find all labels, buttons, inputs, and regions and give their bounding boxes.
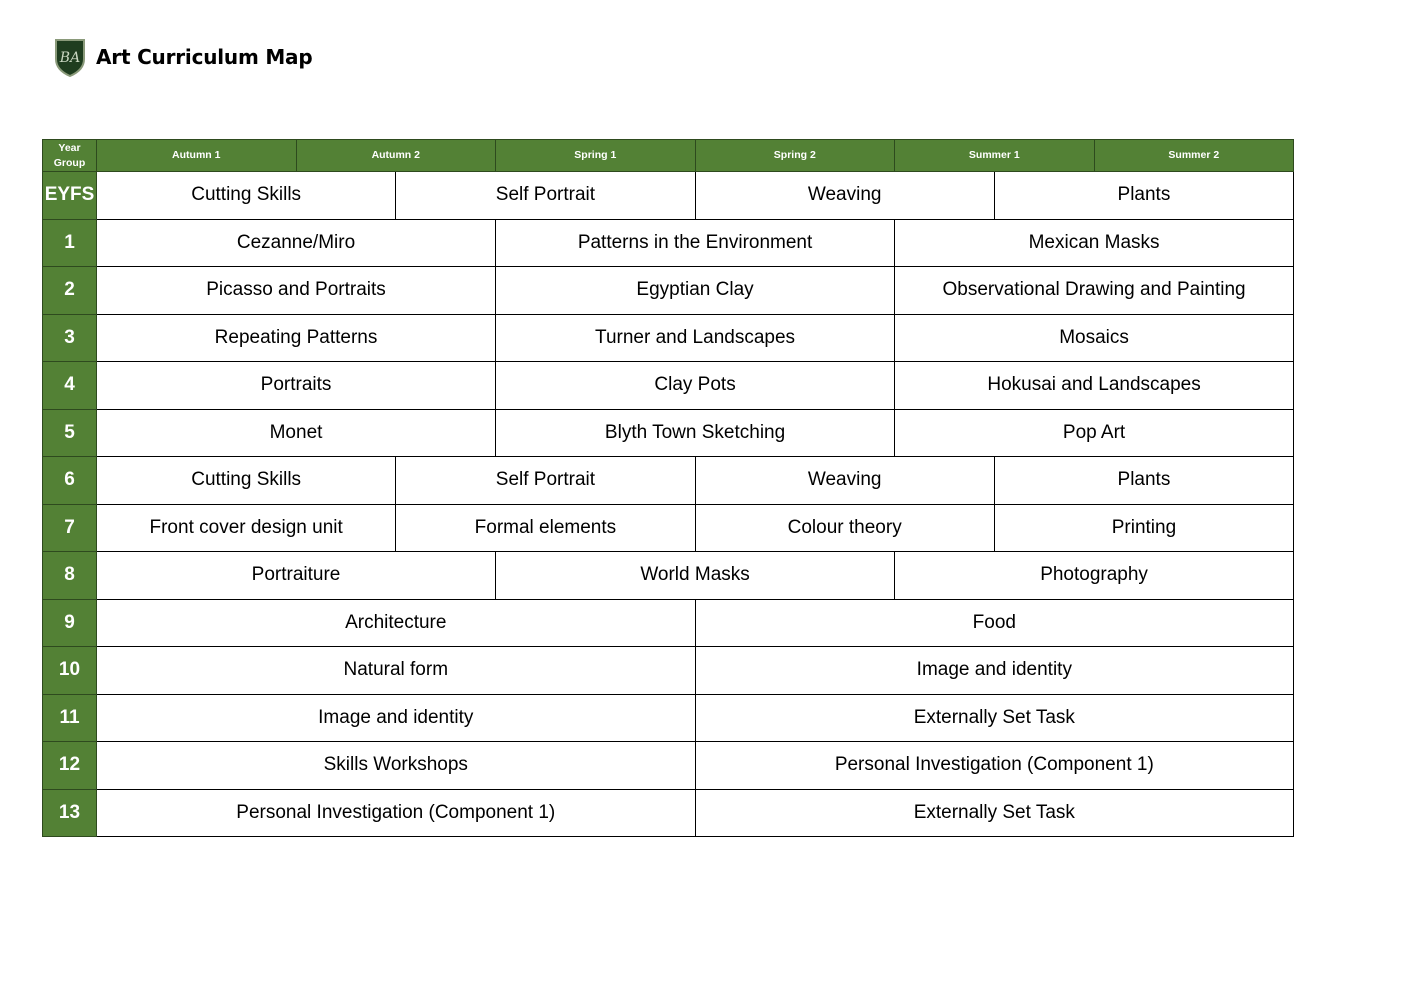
- table-row: [43, 314, 1294, 362]
- year-group-cell: 8: [43, 552, 97, 600]
- topic-cell: Formal elements: [396, 504, 695, 552]
- year-group-cell: 13: [43, 789, 97, 837]
- topic-cell: Egyptian Clay: [496, 267, 895, 315]
- year-group-cell: 4: [43, 362, 97, 410]
- table-row: [43, 504, 1294, 552]
- term-header-spring-2: Spring 2: [695, 140, 895, 172]
- term-header-row: [43, 140, 1294, 172]
- curriculum-table: [42, 139, 1294, 837]
- topic-cell: Picasso and Portraits: [97, 267, 496, 315]
- topic-cell: Monet: [97, 409, 496, 457]
- topic-cell: Turner and Landscapes: [496, 314, 895, 362]
- table-row: [43, 219, 1294, 267]
- topic-cell: Self Portrait: [396, 172, 695, 220]
- school-crest-shield-icon: [54, 37, 86, 77]
- table-row: [43, 647, 1294, 695]
- table-row: [43, 362, 1294, 410]
- year-group-cell: 3: [43, 314, 97, 362]
- topic-cell: Clay Pots: [496, 362, 895, 410]
- topic-cell: Portraiture: [97, 552, 496, 600]
- table-row: [43, 172, 1294, 220]
- year-group-cell: 1: [43, 219, 97, 267]
- topic-cell: Mosaics: [895, 314, 1294, 362]
- topic-cell: World Masks: [496, 552, 895, 600]
- year-group-cell: 11: [43, 694, 97, 742]
- table-row: [43, 267, 1294, 315]
- topic-cell: Plants: [994, 457, 1293, 505]
- table-row: [43, 599, 1294, 647]
- topic-cell: Printing: [994, 504, 1293, 552]
- page-header: [54, 36, 312, 78]
- topic-cell: Externally Set Task: [695, 789, 1294, 837]
- topic-cell: Plants: [994, 172, 1293, 220]
- year-group-cell: 9: [43, 599, 97, 647]
- topic-cell: Front cover design unit: [97, 504, 396, 552]
- topic-cell: Architecture: [97, 599, 696, 647]
- term-header-spring-1: Spring 1: [496, 140, 696, 172]
- topic-cell: Patterns in the Environment: [496, 219, 895, 267]
- topic-cell: Food: [695, 599, 1294, 647]
- topic-cell: Hokusai and Landscapes: [895, 362, 1294, 410]
- year-group-cell: 12: [43, 742, 97, 790]
- topic-cell: Cutting Skills: [97, 457, 396, 505]
- topic-cell: Natural form: [97, 647, 696, 695]
- term-header-summer-2: Summer 2: [1094, 140, 1294, 172]
- year-group-cell: 10: [43, 647, 97, 695]
- year-group-cell: EYFS: [43, 172, 97, 220]
- topic-cell: Pop Art: [895, 409, 1294, 457]
- year-group-cell: 2: [43, 267, 97, 315]
- table-row: [43, 552, 1294, 600]
- topic-cell: Personal Investigation (Component 1): [695, 742, 1294, 790]
- year-group-header: Year Group: [43, 140, 97, 172]
- term-header-autumn-2: Autumn 2: [296, 140, 496, 172]
- year-group-cell: 7: [43, 504, 97, 552]
- table-row: [43, 694, 1294, 742]
- topic-cell: Cezanne/Miro: [97, 219, 496, 267]
- topic-cell: Colour theory: [695, 504, 994, 552]
- term-header-autumn-1: Autumn 1: [97, 140, 297, 172]
- table-row: [43, 457, 1294, 505]
- table-row: [43, 789, 1294, 837]
- topic-cell: Image and identity: [695, 647, 1294, 695]
- topic-cell: Personal Investigation (Component 1): [97, 789, 696, 837]
- topic-cell: Weaving: [695, 457, 994, 505]
- topic-cell: Image and identity: [97, 694, 696, 742]
- term-header-summer-1: Summer 1: [895, 140, 1095, 172]
- table-row: [43, 409, 1294, 457]
- page-title: Art Curriculum Map: [96, 45, 313, 69]
- topic-cell: Mexican Masks: [895, 219, 1294, 267]
- year-group-cell: 6: [43, 457, 97, 505]
- topic-cell: Weaving: [695, 172, 994, 220]
- svg-text:BA: BA: [59, 50, 81, 66]
- topic-cell: Cutting Skills: [97, 172, 396, 220]
- topic-cell: Externally Set Task: [695, 694, 1294, 742]
- year-group-cell: 5: [43, 409, 97, 457]
- topic-cell: Observational Drawing and Painting: [895, 267, 1294, 315]
- topic-cell: Self Portrait: [396, 457, 695, 505]
- topic-cell: Skills Workshops: [97, 742, 696, 790]
- table-row: [43, 742, 1294, 790]
- topic-cell: Photography: [895, 552, 1294, 600]
- topic-cell: Blyth Town Sketching: [496, 409, 895, 457]
- topic-cell: Repeating Patterns: [97, 314, 496, 362]
- topic-cell: Portraits: [97, 362, 496, 410]
